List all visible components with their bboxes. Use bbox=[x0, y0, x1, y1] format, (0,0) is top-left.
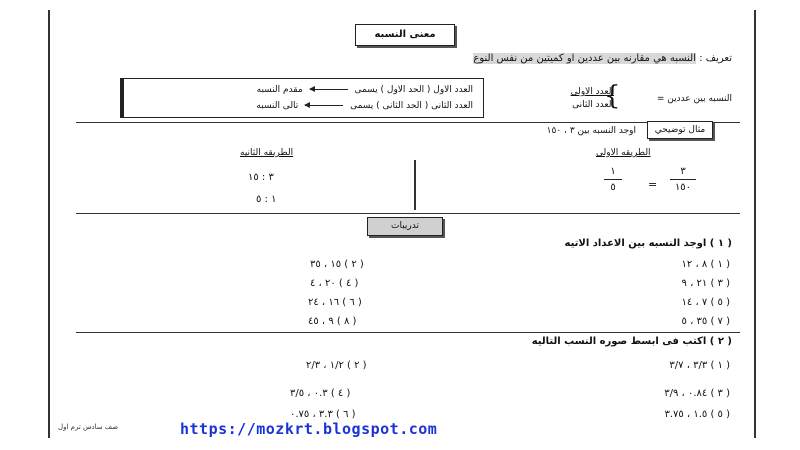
q1-item: ( ٦ ) ١٦ ، ٢٤ bbox=[308, 297, 362, 308]
q1-item: ( ٢ ) ١٥ ، ٣٥ bbox=[310, 259, 364, 270]
arrow-left-icon bbox=[310, 89, 348, 90]
second-number-label: العدد الثانى bbox=[572, 100, 614, 110]
definition bbox=[473, 53, 732, 64]
method1-heading: الطريقه الاولى bbox=[596, 148, 651, 158]
method-divider bbox=[414, 160, 416, 210]
footer-note: صف سادس ترم اول bbox=[58, 423, 119, 431]
definition-text: النسبه هي مقارنه بين عددين او كميتين من نفس النوع bbox=[473, 53, 696, 64]
q1-item: ( ٧ ) ٣٥ ، ٥ bbox=[681, 316, 730, 327]
q2-item: ( ١ ) ٣/٣ ، ٣/٧ bbox=[669, 360, 730, 371]
consequent-name: تالى النسبه bbox=[256, 101, 299, 111]
first-number-label: العدد الاولى bbox=[570, 87, 614, 97]
divider bbox=[76, 213, 740, 214]
method2-line2: ١ : ٥ bbox=[256, 194, 277, 205]
method1-fraction-right bbox=[604, 166, 622, 193]
q2-item: ( ٦ ) ٣.٣ ، ٠.٧٥ bbox=[290, 409, 356, 420]
consequent-term: العدد الثانى ( الحد الثانى ) يسمى bbox=[350, 101, 473, 111]
antecedent-name: مقدم النسبه bbox=[256, 85, 303, 95]
q2-item: ( ٥ ) ١.٥ ، ٣.٧٥ bbox=[664, 409, 730, 420]
page-title: معنى النسبه bbox=[355, 24, 455, 46]
exercises-label: تدريبات bbox=[367, 217, 443, 236]
ratio-intro: النسبه بين عددين = bbox=[656, 94, 732, 104]
fraction-numerator: ١ bbox=[610, 166, 616, 177]
ratio-terms-box bbox=[120, 78, 484, 118]
q1-item: ( ٣ ) ٢١ ، ٩ bbox=[681, 278, 730, 289]
divider bbox=[76, 122, 740, 123]
fraction-denominator: ٥ bbox=[610, 182, 616, 193]
q1-item: ( ١ ) ٨ ، ١٢ bbox=[681, 259, 730, 270]
ratio-fraction-words bbox=[571, 86, 614, 112]
q2-item: ( ٣ ) ٠.٨٤ ، ٣/٩ bbox=[664, 388, 730, 399]
brace-icon: { bbox=[604, 81, 621, 111]
method2-heading: الطريقه الثانيه bbox=[240, 148, 294, 158]
worksheet-page bbox=[48, 10, 756, 438]
antecedent-line bbox=[257, 85, 473, 95]
example-prompt: اوجد النسبه بين ٣ ، ١٥٠ bbox=[546, 126, 636, 136]
equals-sign: = bbox=[648, 178, 658, 191]
arrow-left-icon bbox=[305, 105, 343, 106]
method1-fraction-left bbox=[670, 166, 696, 193]
blog-url[interactable]: https://mozkrt.blogspot.com bbox=[180, 420, 438, 438]
method2-line1: ٣ : ١٥ bbox=[248, 172, 274, 183]
fraction-numerator: ٣ bbox=[680, 166, 686, 177]
example-label: مثال توضيحي bbox=[647, 121, 713, 139]
q2-item: ( ٢ ) ١/٢ ، ٢/٣ bbox=[306, 360, 367, 371]
antecedent-term: العدد الاول ( الحد الاول ) يسمى bbox=[354, 85, 473, 95]
q1-item: ( ٥ ) ٧ ، ١٤ bbox=[681, 297, 730, 308]
question1-title: ( ١ ) اوجد النسبه بين الاعداد الاتيه bbox=[564, 238, 732, 249]
q1-item: ( ٤ ) ٢٠ ، ٤ bbox=[310, 278, 359, 289]
fraction-denominator: ١٥٠ bbox=[674, 182, 692, 193]
definition-label: تعريف : bbox=[699, 53, 732, 64]
divider bbox=[76, 332, 740, 333]
q2-item: ( ٤ ) ٠.٣ ، ٣/٥ bbox=[290, 388, 351, 399]
q1-item: ( ٨ ) ٩ ، ٤٥ bbox=[308, 316, 357, 327]
consequent-line bbox=[256, 101, 473, 111]
question2-title: ( ٢ ) اكتب فى ابسط صوره النسب التاليه bbox=[531, 336, 732, 347]
